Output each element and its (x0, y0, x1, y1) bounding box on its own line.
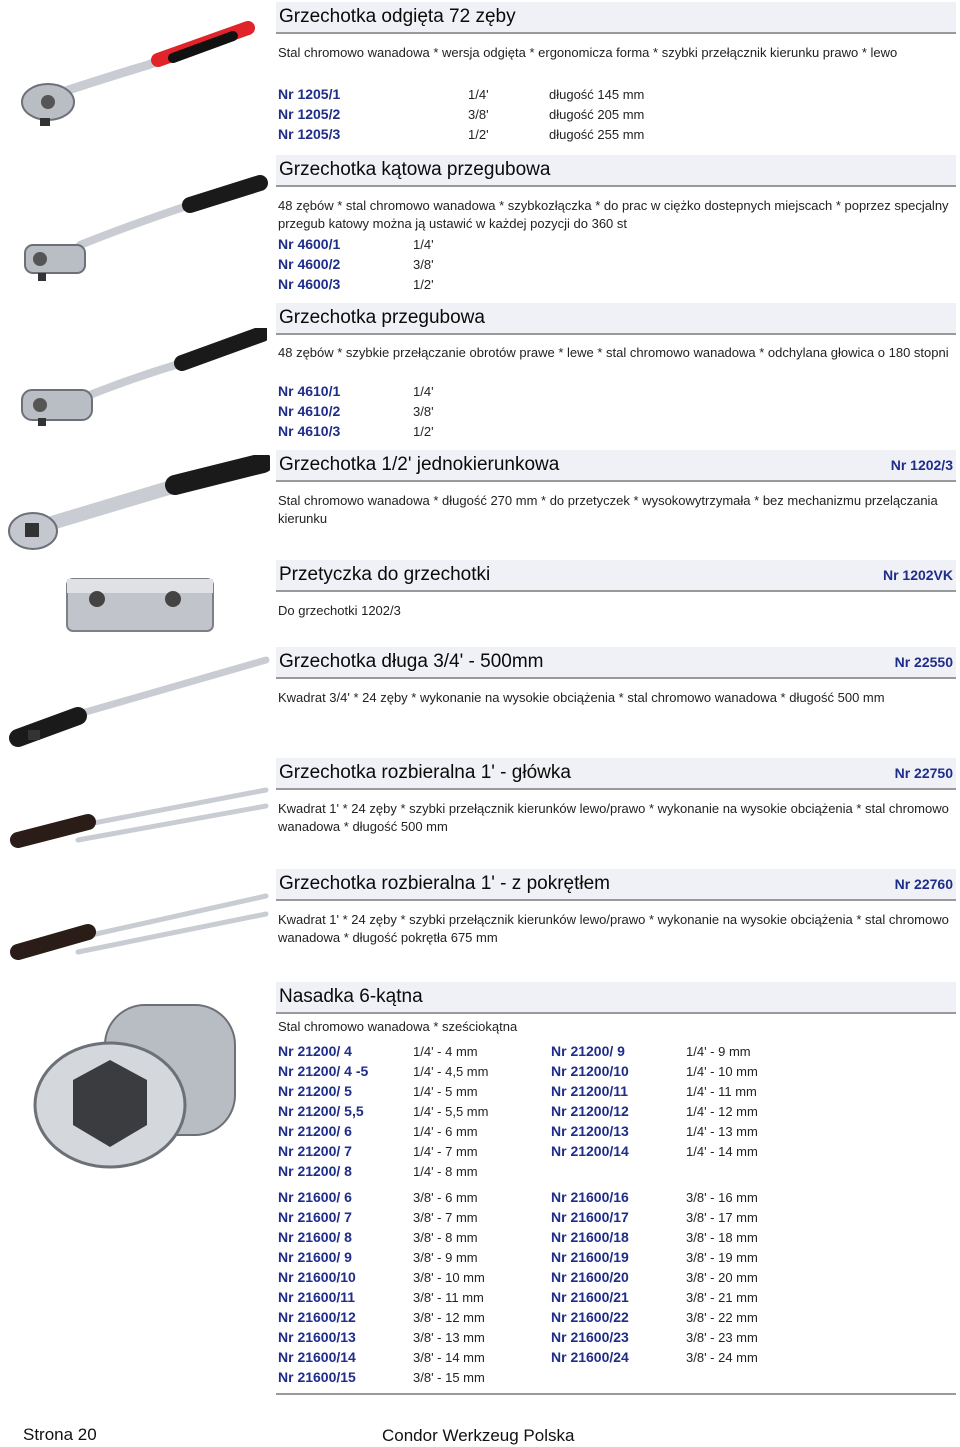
section-header-ratchet-handle (276, 869, 956, 901)
socket-size: 1/4' - 5 mm (413, 1084, 478, 1099)
socket-size: 3/8' - 6 mm (413, 1190, 478, 1205)
socket-code: Nr 21600/ 8 (278, 1229, 352, 1245)
ratchet-pin-image (65, 575, 215, 635)
socket-code: Nr 21600/17 (551, 1209, 629, 1225)
socket-size: 3/8' - 21 mm (686, 1290, 758, 1305)
socket-code: Nr 21200/ 4 -5 (278, 1063, 369, 1079)
section-title: Grzechotka 1/2' jednokierunkowa (279, 454, 560, 475)
socket-code: Nr 21600/19 (551, 1249, 629, 1265)
section-description: Kwadrat 1' * 24 zęby * szybki przełącznik kierunków lewo/prawo * wykonanie na wysokie obciążenia * stal chromowo wanadowa * długość pokrętła 675 mm (278, 912, 949, 945)
section-title: Grzechotka kątowa przegubowa (279, 159, 551, 180)
section-description: Kwadrat 3/4' * 24 zęby * wykonanie na wysokie obciążenia * stal chromowo wanadowa * długość 500 mm (278, 690, 885, 705)
section-header-ratchet-pin (276, 560, 956, 592)
socket-code: Nr 21600/ 9 (278, 1249, 352, 1265)
socket-code: Nr 21200/10 (551, 1063, 629, 1079)
section-description: Stal chromowo wanadowa * wersja odgięta * ergonomicza forma * szybki przełącznik kierunku prawo * lewo (278, 45, 898, 60)
section-description: Stal chromowo wanadowa * długość 270 mm * do przetyczek * wysokowytrzymała * bez mechanizmu przelączania kierunku (278, 493, 938, 526)
socket-size: 1/4' - 10 mm (686, 1064, 758, 1079)
product-size: 1/4' (413, 237, 434, 252)
socket-code: Nr 21600/ 6 (278, 1189, 352, 1205)
ratchet-joint-image (12, 328, 267, 428)
socket-code: Nr 21200/ 7 (278, 1143, 352, 1159)
socket-size: 1/4' - 7 mm (413, 1144, 478, 1159)
socket-size: 3/8' - 24 mm (686, 1350, 758, 1365)
socket-size: 3/8' - 13 mm (413, 1330, 485, 1345)
socket-code: Nr 21600/14 (278, 1349, 356, 1365)
section-description: Kwadrat 1' * 24 zęby * szybki przełącznik kierunków lewo/prawo * wykonanie na wysokie obciążenia * stal chromowo wanadowa * długość 500 mm (278, 801, 949, 834)
ratchet-angle-joint-image (10, 175, 270, 285)
socket-size: 1/4' - 4 mm (413, 1044, 478, 1059)
company-name: Condor Werkzeug Polska (382, 1426, 575, 1445)
section-header-single-direction-ratchet (276, 450, 956, 482)
section-header-ratchet-head (276, 758, 956, 790)
socket-code: Nr 21600/12 (278, 1309, 356, 1325)
section-description: Do grzechotki 1202/3 (278, 603, 401, 618)
hex-socket-image (25, 995, 255, 1175)
socket-size: 1/4' - 13 mm (686, 1124, 758, 1139)
section-title: Grzechotka rozbieralna 1' - z pokrętłem (279, 873, 610, 894)
section-header-angle-ratchet (276, 155, 956, 187)
ratchet-head-image (8, 760, 270, 860)
socket-code: Nr 21600/23 (551, 1329, 629, 1345)
socket-code: Nr 21600/21 (551, 1289, 629, 1305)
section-title: Przetyczka do grzechotki (279, 564, 491, 585)
socket-code: Nr 21600/24 (551, 1349, 629, 1365)
footer-divider (276, 1393, 956, 1395)
product-code: Nr 1205/1 (278, 86, 341, 102)
product-size: 1/4' (413, 384, 434, 399)
socket-code: Nr 21200/ 5 (278, 1083, 352, 1099)
product-number: Nr 1202VK (882, 567, 953, 583)
socket-size: 1/4' - 6 mm (413, 1124, 478, 1139)
product-size: 3/8' (413, 404, 434, 419)
socket-code: Nr 21600/13 (278, 1329, 356, 1345)
section-description: Stal chromowo wanadowa * sześciokątna (278, 1019, 518, 1034)
socket-size: 3/8' - 16 mm (686, 1190, 758, 1205)
socket-size: 3/8' - 12 mm (413, 1310, 485, 1325)
socket-size: 3/8' - 15 mm (413, 1370, 485, 1385)
socket-size: 3/8' - 11 mm (413, 1290, 484, 1305)
socket-size: 1/4' - 8 mm (413, 1164, 478, 1179)
socket-size: 1/4' - 4,5 mm (413, 1064, 489, 1079)
product-length: długość 145 mm (549, 87, 645, 102)
product-size: 3/8' (468, 107, 489, 122)
product-length: długość 255 mm (549, 127, 645, 142)
section-header-joint-ratchet (276, 303, 956, 335)
ratchet-single-direction-image (5, 455, 270, 555)
section-title: Nasadka 6-kątna (279, 986, 423, 1007)
socket-code: Nr 21200/13 (551, 1123, 629, 1139)
product-length: długość 205 mm (549, 107, 645, 122)
product-number: Nr 1202/3 (890, 457, 953, 473)
socket-code: Nr 21600/16 (551, 1189, 629, 1205)
socket-code: Nr 21600/18 (551, 1229, 629, 1245)
socket-code: Nr 21200/11 (551, 1083, 629, 1099)
section-header-bent-ratchet (276, 2, 956, 34)
socket-code: Nr 21600/20 (551, 1269, 629, 1285)
socket-size: 3/8' - 10 mm (413, 1270, 485, 1285)
socket-code: Nr 21200/ 9 (551, 1043, 625, 1059)
socket-code: Nr 21200/ 5,5 (278, 1103, 364, 1119)
socket-code: Nr 21200/ 4 (278, 1043, 352, 1059)
product-size: 1/2' (413, 277, 434, 292)
product-code: Nr 1205/3 (278, 126, 341, 142)
socket-code: Nr 21600/10 (278, 1269, 356, 1285)
product-code: Nr 4610/2 (278, 403, 341, 419)
product-code: Nr 1205/2 (278, 106, 341, 122)
socket-code: Nr 21200/ 8 (278, 1163, 352, 1179)
socket-size: 1/4' - 12 mm (686, 1104, 758, 1119)
long-ratchet-image (8, 650, 270, 750)
section-title: Grzechotka odgięta 72 zęby (279, 6, 516, 27)
product-code: Nr 4610/3 (278, 423, 341, 439)
ratchet-bent-image (8, 20, 268, 130)
socket-size: 3/8' - 18 mm (686, 1230, 758, 1245)
product-number: Nr 22550 (894, 654, 953, 670)
product-size: 1/2' (468, 127, 489, 142)
page-number: Strona 20 (23, 1425, 97, 1444)
socket-code: Nr 21200/12 (551, 1103, 629, 1119)
socket-size: 1/4' - 9 mm (686, 1044, 751, 1059)
socket-size: 3/8' - 7 mm (413, 1210, 478, 1225)
socket-size: 3/8' - 22 mm (686, 1310, 758, 1325)
ratchet-handle-image (8, 870, 270, 970)
socket-code: Nr 21600/11 (278, 1289, 356, 1305)
product-number: Nr 22760 (894, 876, 953, 892)
socket-size: 3/8' - 19 mm (686, 1250, 758, 1265)
product-code: Nr 4600/3 (278, 276, 341, 292)
section-title: Grzechotka długa 3/4' - 500mm (279, 651, 544, 672)
socket-code: Nr 21200/14 (551, 1143, 629, 1159)
product-size: 3/8' (413, 257, 434, 272)
socket-code: Nr 21200/ 6 (278, 1123, 352, 1139)
socket-code: Nr 21600/22 (551, 1309, 629, 1325)
section-title: Grzechotka rozbieralna 1' - główka (279, 762, 571, 783)
socket-size: 1/4' - 14 mm (686, 1144, 758, 1159)
section-header-hex-socket (276, 982, 956, 1014)
socket-size: 1/4' - 11 mm (686, 1084, 757, 1099)
socket-size: 3/8' - 20 mm (686, 1270, 758, 1285)
section-description: 48 zębów * szybkie przełączanie obrotów prawe * lewe * stal chromowo wanadowa * odchylana głowica o 180 stopni (278, 345, 949, 360)
socket-size: 3/8' - 9 mm (413, 1250, 478, 1265)
product-size: 1/2' (413, 424, 434, 439)
socket-size: 3/8' - 17 mm (686, 1210, 758, 1225)
product-code: Nr 4600/2 (278, 256, 341, 272)
product-size: 1/4' (468, 87, 489, 102)
socket-code: Nr 21600/ 7 (278, 1209, 352, 1225)
socket-size: 3/8' - 14 mm (413, 1350, 485, 1365)
product-code: Nr 4610/1 (278, 383, 341, 399)
product-code: Nr 4600/1 (278, 236, 341, 252)
section-title: Grzechotka przegubowa (279, 307, 485, 328)
section-header-long-ratchet (276, 647, 956, 679)
socket-size: 3/8' - 8 mm (413, 1230, 478, 1245)
socket-size: 3/8' - 23 mm (686, 1330, 758, 1345)
product-number: Nr 22750 (894, 765, 953, 781)
socket-code: Nr 21600/15 (278, 1369, 356, 1385)
section-description: 48 zębów * stal chromowo wanadowa * szybkozłączka * do prac w ciężko dostepnych miejscach * poprzez specjalny przegub katowy można ją ustawić w każdej pozycji do 360 st (278, 198, 949, 231)
socket-size: 1/4' - 5,5 mm (413, 1104, 489, 1119)
